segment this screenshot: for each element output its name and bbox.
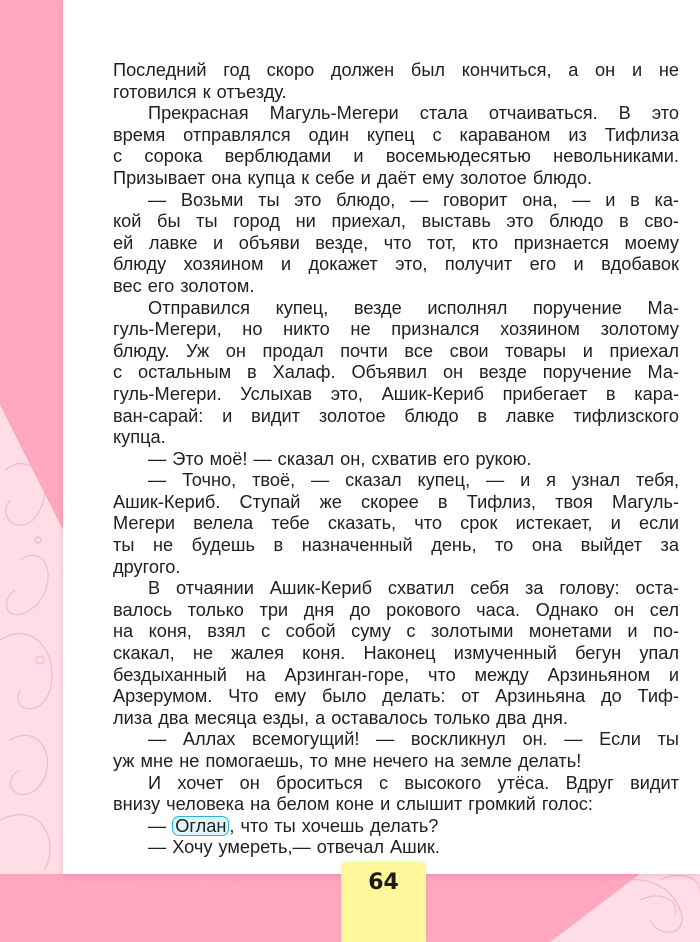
text-line: — Хочу умереть,— отвечал Ашик.	[148, 837, 440, 858]
text-line: — Точно, твоё, — сказал купец, — и я узнал тебя,	[148, 470, 679, 491]
text-line: уж мне не помогаешь, то мне нечего на земле делать!	[113, 751, 582, 771]
text-line: купца.	[113, 427, 166, 448]
text-line: валось только три дня до рокового часа. Однако он сел	[113, 599, 679, 620]
text-line: гуль-Мегери, но никто не признался хозяином золотому	[113, 319, 679, 340]
text-line: лиза два месяца езды, а оставалось только два дня.	[113, 707, 568, 728]
text-line: внизу человека на белом коне и слышит громкий голос:	[113, 794, 593, 815]
text-line-with-highlight	[113, 816, 679, 838]
highlighted-word-oglan[interactable]: Оглан	[172, 816, 229, 836]
text-line: бездыханный на Арзинган-горе, что между Арзиньяном и	[113, 664, 679, 685]
text-line: В отчаянии Ашик-Кериб схватил себя за голову: оста-	[148, 578, 679, 599]
book-page	[63, 0, 700, 874]
story-text	[113, 60, 679, 859]
text-line: Арзерумом. Что ему было делать: от Арзиньяна до Тиф-	[113, 686, 679, 707]
text-line: блюду хозяином и докажет это, получит его и вдобавок	[113, 254, 679, 275]
text-line: Призывает она купца к себе и даёт ему золотое блюдо.	[113, 167, 593, 188]
text-line: с сорока верблюдами и восемьюдесятью невольниками.	[113, 146, 679, 167]
text-line: готовился к отъезду.	[113, 81, 287, 102]
text-line: другого.	[113, 556, 181, 577]
line-suffix: , что ты хочешь делать?	[229, 815, 439, 836]
text-line: ты не будешь в назначенный день, то она выйдет за	[113, 535, 679, 556]
text-line: Мегери велела тебе сказать, что срок истекает, и если	[113, 513, 679, 534]
text-line: Отправился купец, везде исполнял поручение Ма-	[148, 297, 679, 318]
text-line: блюду. Уж он продал почти все свои товары и приехал	[113, 340, 679, 361]
text-line: гуль-Мегери. Услыхав это, Ашик-Кериб прибегает в кара-	[113, 383, 679, 404]
text-line: время отправлялся один купец с караваном из Тифлиза	[113, 124, 679, 145]
text-line: — Возьми ты это блюдо, — говорит она, — и в ка-	[148, 189, 679, 210]
text-line: ван-сарай: и видит золотое блюдо в лавке тифлизского	[113, 405, 679, 426]
text-line: Последний год скоро должен был кончиться, а он и не	[113, 60, 679, 80]
text-line: Прекрасная Магуль-Мегери стала отчаиваться. В это	[148, 103, 679, 124]
text-line: ей лавке и объяви везде, что тот, кто признается моему	[113, 232, 679, 253]
text-line: — Аллах всемогущий! — воскликнул он. — Если ты	[148, 729, 679, 750]
text-line: скакал, не жалея коня. Наконец измученный бегун упал	[113, 643, 679, 664]
page-number: 64	[368, 870, 399, 895]
dialogue-dash: —	[148, 815, 173, 836]
page-number-tab	[341, 862, 426, 942]
text-line: с остальным в Халаф. Объявил он везде поручение Ма-	[113, 362, 679, 383]
text-line: Ашик-Кериб. Ступай же скорее в Тифлиз, твоя Магуль-	[113, 491, 679, 512]
text-line: на коня, взял с собой суму с золотыми монетами и по-	[113, 621, 679, 642]
text-line: кой бы ты город ни приехал, выставь это блюдо в сво-	[113, 211, 679, 232]
text-line: вес его золотом.	[113, 275, 255, 296]
text-line: — Это моё! — сказал он, схватив его рукою.	[148, 448, 532, 469]
text-line: И хочет он броситься с высокого утёса. Вдруг видит	[148, 772, 679, 793]
